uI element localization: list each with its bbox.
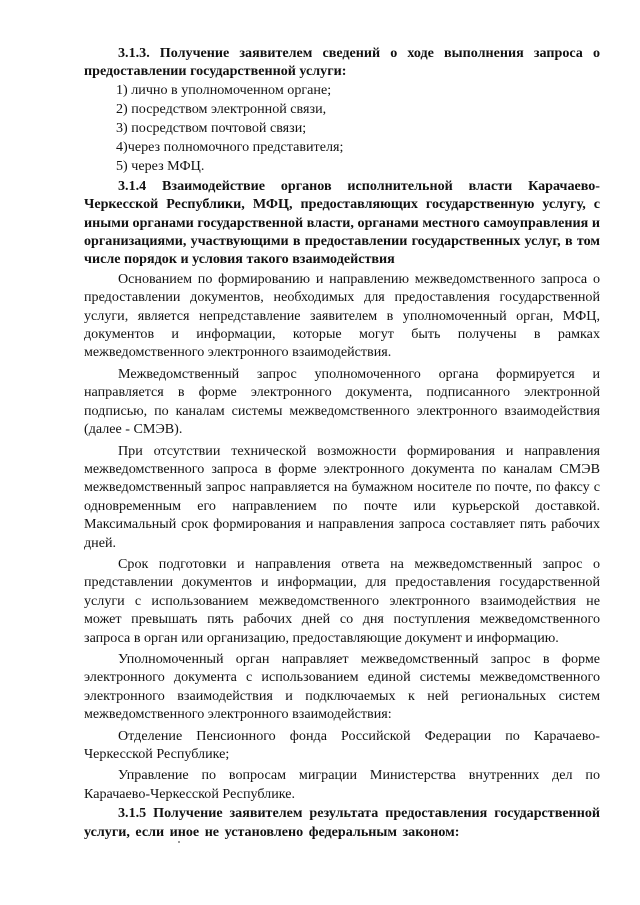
paragraph: Основанием по формированию и направлению межведомственного запроса о предоставлении документов, необходимых для предоставления государственной услуги, является непредставление заявителем в уполномоченный орган, МФЦ, документов и информации, которые могут быть получены в рамках межведомственного электронного взаимодействия. (84, 270, 600, 361)
list-item: 1) лично в уполномоченном органе; (116, 81, 332, 98)
scan-speck (178, 841, 180, 843)
paragraph: Уполномоченный орган направляет межведомственный запрос в форме электронного документа с использованием единой системы межведомственного электронного взаимодействия и подключаемых к ней региональных систем межведомственного электронного взаимодействия: (84, 650, 600, 723)
paragraph: Межведомственный запрос уполномоченного органа формируется и направляется в форме электронного документа, подписанного электронной подписью, по каналам системы межведомственного электронного взаимодействия (далее - СМЭВ). (84, 365, 600, 438)
list-item: 3) посредством почтовой связи; (116, 119, 307, 136)
section-3-1-4-heading: 3.1.4 Взаимодействие органов исполнительной власти Карачаево-Черкесской Республики, МФЦ, предоставляющих государственную услугу, с иными органами государственной власти, органами местного самоуправления и организациями, участвующими в предоставлении государственных услуг, в том числе порядок и условия такого взаимодействия (84, 177, 600, 268)
paragraph: Срок подготовки и направления ответа на межведомственный запрос о представлении документов и информации, для предоставления государственной услуги с использованием межведомственного электронного взаимодействия не может превышать пять рабочих дней со дня поступления межведомственного запроса в орган или организацию, предоставляющие документ и информацию. (84, 555, 600, 646)
section-3-1-5-heading: 3.1.5 Получение заявителем результата предоставления государственной услуги, если иное не установлено федеральным законом: (84, 805, 600, 840)
paragraph: Отделение Пенсионного фонда Российской Федерации по Карачаево-Черкесской Республике; (84, 727, 600, 762)
list-item: 2) посредством электронной связи, (116, 100, 327, 117)
paragraph: Управление по вопросам миграции Министерства внутренних дел по Карачаево-Черкесской Республике. (84, 767, 600, 802)
list-item: 5) через МФЦ. (116, 157, 205, 174)
section-3-1-3-heading: 3.1.3. Получение заявителем сведений о ходе выполнения запроса о предоставлении государственной услуги: (84, 45, 600, 80)
document-page (84, 44, 600, 841)
paragraph: При отсутствии технической возможности формирования и направления межведомственного запроса в форме электронного документа по каналам СМЭВ межведомственный запрос направляется на бумажном носителе по почте, по факсу с одновременным его направлением по почте или курьерской доставкой. Максимальный срок формирования и направления запроса составляет пять рабочих дней. (84, 442, 600, 551)
list-item: 4)через полномочного представителя; (116, 138, 344, 155)
